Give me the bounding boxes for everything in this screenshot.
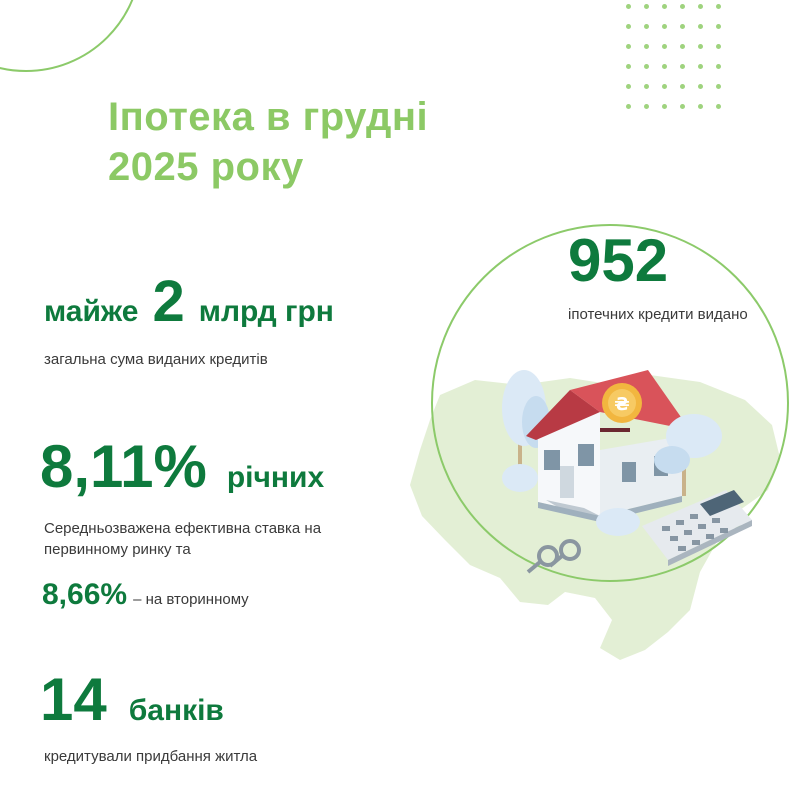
total-amount-value: 2 <box>152 269 185 334</box>
rate-secondary-row <box>42 578 249 612</box>
decorative-dot <box>626 24 631 29</box>
decorative-dot <box>644 104 649 109</box>
decorative-dot-grid <box>626 4 726 116</box>
decorative-dot <box>698 84 703 89</box>
decorative-dot <box>662 104 667 109</box>
decorative-dot <box>680 4 685 9</box>
bush-center <box>596 508 640 536</box>
decorative-dot <box>662 44 667 49</box>
rate-suffix: річних <box>226 461 325 494</box>
title-line-1: Іпотека в грудні <box>108 95 429 139</box>
total-amount-caption: загальна сума виданих кредитів <box>44 351 268 368</box>
total-amount-prefix: майже <box>44 295 139 328</box>
decorative-dot <box>716 84 721 89</box>
rate-caption: Середньозважена ефективна ставка на первинному ринку та <box>44 520 322 558</box>
svg-text:₴: ₴ <box>614 394 630 415</box>
decorative-dot <box>626 64 631 69</box>
rate-row <box>40 435 324 499</box>
decorative-dot <box>644 4 649 9</box>
decorative-dot <box>626 84 631 89</box>
decorative-dot <box>662 64 667 69</box>
decorative-dot <box>698 44 703 49</box>
decorative-dot <box>716 104 721 109</box>
total-amount-unit: млрд грн <box>198 295 334 328</box>
banks-row <box>40 668 224 732</box>
decorative-dot <box>698 24 703 29</box>
loans-count: 952 <box>568 227 669 294</box>
decorative-dot <box>626 44 631 49</box>
decorative-dot <box>698 104 703 109</box>
rate-secondary-value: 8,66% <box>42 578 128 611</box>
decorative-dot <box>644 24 649 29</box>
decorative-dot <box>698 64 703 69</box>
decorative-dot <box>716 4 721 9</box>
decorative-corner-circle <box>0 0 142 72</box>
total-amount-row <box>44 269 334 334</box>
loans-caption: іпотечних кредити видано <box>568 306 748 323</box>
decorative-dot <box>716 44 721 49</box>
decorative-dot <box>644 64 649 69</box>
decorative-dot <box>698 4 703 9</box>
decorative-dot <box>626 104 631 109</box>
decorative-dot <box>680 104 685 109</box>
page-title <box>108 92 428 192</box>
decorative-dot <box>680 24 685 29</box>
decorative-dot <box>716 64 721 69</box>
decorative-dot <box>644 44 649 49</box>
title-line-2: 2025 року <box>108 145 304 189</box>
decorative-dot <box>662 4 667 9</box>
decorative-dot <box>626 4 631 9</box>
decorative-dot <box>662 84 667 89</box>
rate-secondary-text: – на вторинному <box>133 591 249 608</box>
decorative-dot <box>680 84 685 89</box>
decorative-dot <box>662 24 667 29</box>
bush-left <box>502 464 538 492</box>
banks-caption: кредитували придбання житла <box>44 748 258 765</box>
rate-value: 8,11% <box>40 433 207 500</box>
decorative-dot <box>716 24 721 29</box>
decorative-dot <box>680 44 685 49</box>
banks-suffix: банків <box>128 694 224 727</box>
decorative-dot <box>644 84 649 89</box>
decorative-dot <box>680 64 685 69</box>
banks-value: 14 <box>40 666 107 733</box>
